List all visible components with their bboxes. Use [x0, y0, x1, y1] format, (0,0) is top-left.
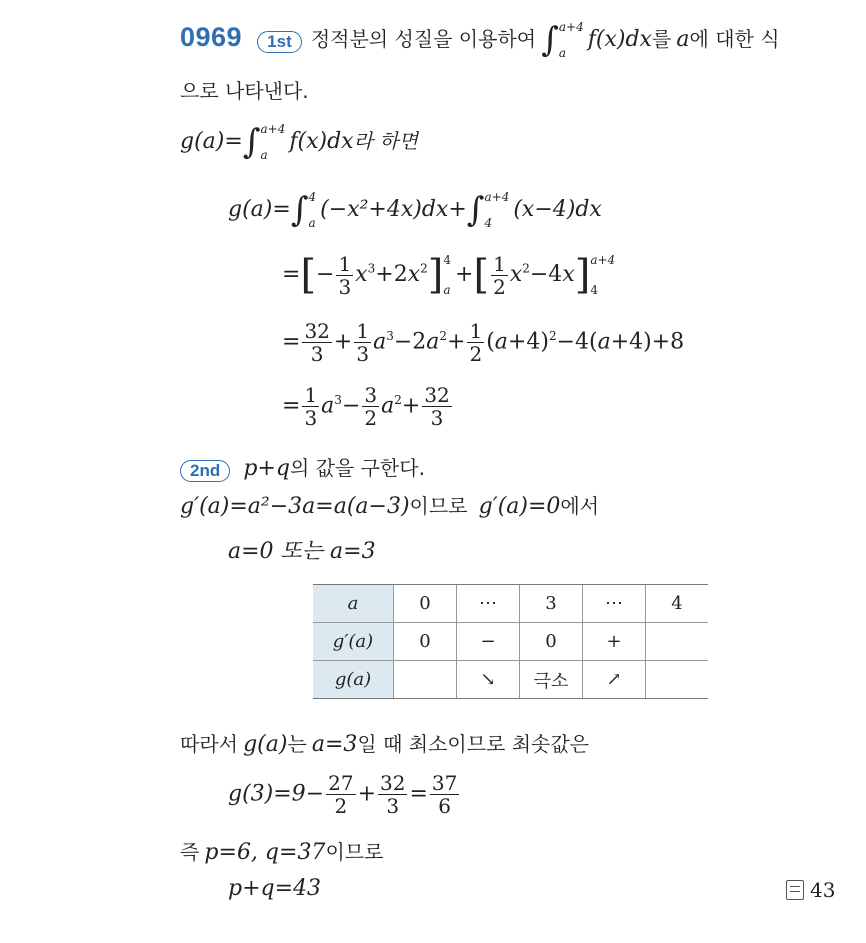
- table-row: g′(a) 0 − 0 +: [313, 623, 708, 661]
- calc-line-1: g(a)=∫ 4 a (−x²+4x)dx+∫ a+4 4 (x−4)dx: [228, 190, 602, 230]
- g-definition: g(a)=∫ a+4 a f(x)dx라 하면: [180, 122, 418, 162]
- step1-badge: 1st: [257, 31, 302, 53]
- step1-integral: ∫ a+4 a f(x)dx: [541, 20, 652, 60]
- pq-line: 즉 p=6, q=37이므로: [180, 840, 384, 865]
- calc-line-3: = $\frac{32}{3}$ + $\frac{1}{3}$ $a^3-2a^2+$ $\frac{1}{2}$ $(a+4)^2-4(a+4)+8$: [282, 319, 685, 366]
- answer: 43: [786, 878, 835, 902]
- step2-badge: 2nd: [180, 460, 230, 482]
- min-line: 따라서 g(a)는 a=3일 때 최소이므로 최솟값은: [180, 732, 589, 757]
- step1-text: 정적분의 성질을 이용하여: [310, 27, 537, 51]
- calc-line-2: =[− $\frac{1}{3}$ $x^3+2x^2$] 4 a +[ $\frac{1}{2}$ $x^2-4x$] a+4 4: [282, 251, 616, 299]
- g3-line: g(3)=9− $\frac{27}{2}$ + $\frac{32}{3}$ = $\frac{37}{6}$: [228, 771, 458, 818]
- table-row: a 0 ⋯ 3 ⋯ 4: [313, 585, 708, 623]
- answer-icon: [786, 880, 804, 900]
- table-row: g(a) ↘ 극소 ↗: [313, 661, 708, 699]
- problem-header: 0969 1st 정적분의 성질을 이용하여 ∫ a+4 a f(x)dx를 a에 대한 식: [180, 20, 780, 60]
- problem-number: 0969: [180, 22, 243, 52]
- roots-line: a=0 또는 a=3: [228, 539, 376, 564]
- step1-text-line2: 으로 나타낸다.: [180, 79, 309, 103]
- calc-line-4: = $\frac{1}{3}$ $a^3-$ $\frac{3}{2}$ $a^2+$ $\frac{32}{3}$: [282, 383, 450, 430]
- sign-table: [313, 584, 708, 699]
- step2-header: 2nd p+q의 값을 구한다.: [180, 452, 425, 482]
- derivative-line: g′(a)=a²−3a=a(a−3)이므로 g′(a)=0에서: [180, 494, 600, 519]
- final-line: p+q=43: [228, 876, 322, 901]
